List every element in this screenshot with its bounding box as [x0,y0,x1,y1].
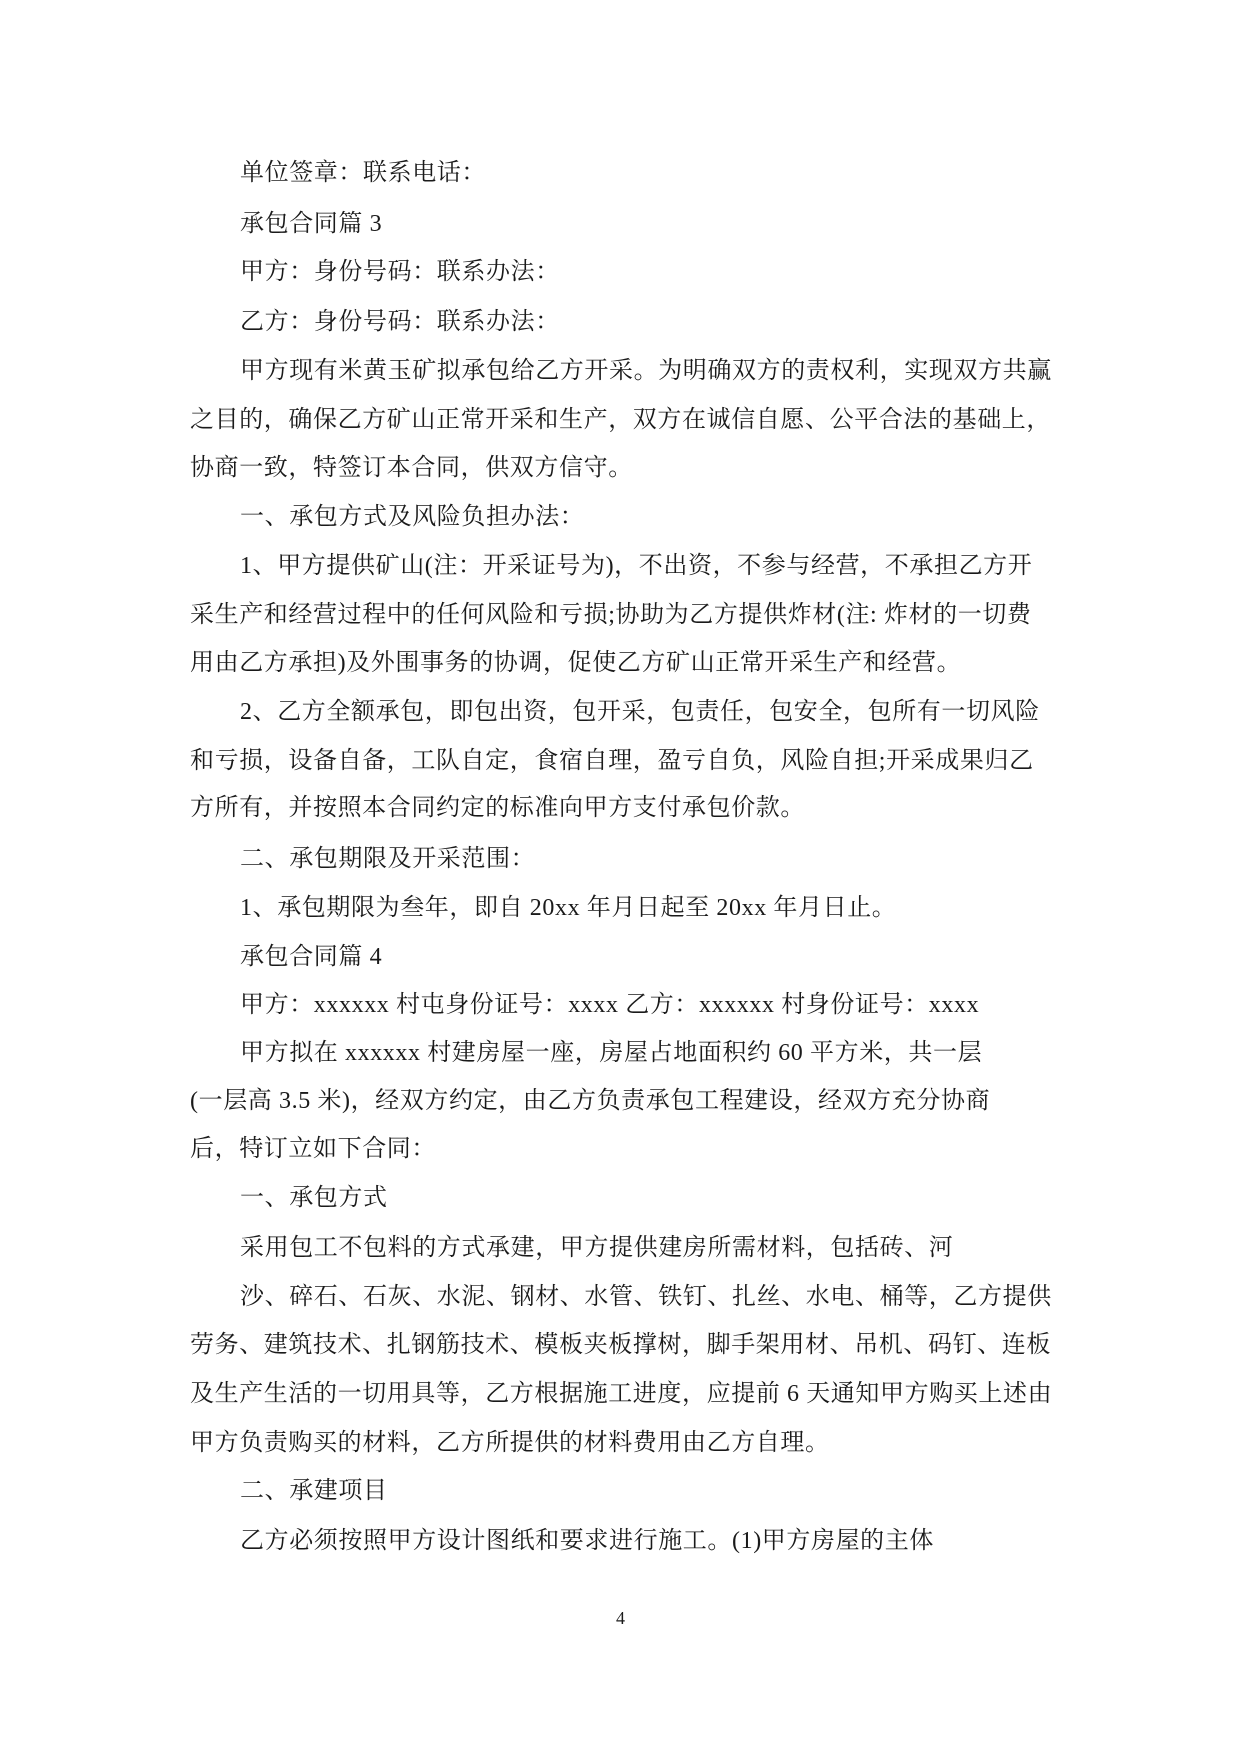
paragraph-line: 后，特订立如下合同： [190,1136,436,1162]
clause-heading: 一、承包方式及风险负担办法： [240,504,585,530]
paragraph-line: 甲方负责购买的材料，乙方所提供的材料费用由乙方自理。 [190,1430,830,1456]
paragraph-line: 沙、碎石、石灰、水泥、钢材、水管、铁钉、扎丝、水电、桶等，乙方提供 [240,1284,1052,1310]
party-a-line: 甲方：身份号码：联系办法： [240,259,560,285]
page-number: 4 [616,1608,625,1628]
clause-heading: 二、承包期限及开采范围： [240,846,536,872]
paragraph-line: 方所有，并按照本合同约定的标准向甲方支付承包价款。 [190,795,805,821]
paragraph-line: 甲方拟在 xxxxxx 村建房屋一座，房屋占地面积约 60 平方米，共一层 [240,1040,983,1066]
paragraph-line: (一层高 3.5 米)，经双方约定，由乙方负责承包工程建设，经双方充分协商 [190,1088,991,1114]
signature-line: 单位签章：联系电话： [240,160,486,186]
paragraph-line: 协商一致，特签订本合同，供双方信守。 [190,455,633,481]
party-b-line: 乙方：身份号码：联系办法： [240,309,560,335]
paragraph-line: 2、乙方全额承包，即包出资，包开采，包责任，包安全，包所有一切风险 [240,699,1040,725]
paragraph-line: 劳务、建筑技术、扎钢筋技术、模板夹板撑树，脚手架用材、吊机、码钉、连板 [190,1332,1051,1358]
paragraph-line: 及生产生活的一切用具等，乙方根据施工进度，应提前 6 天通知甲方购买上述由 [190,1381,1053,1407]
paragraph-line: 和亏损，设备自备，工队自定，食宿自理，盈亏自负，风险自担;开采成果归乙 [190,748,1034,774]
paragraph-line: 乙方必须按照甲方设计图纸和要求进行施工。(1)甲方房屋的主体 [240,1528,934,1554]
clause-heading: 一、承包方式 [240,1185,388,1211]
paragraph-line: 1、承包期限为叁年，即自 20xx 年月日起至 20xx 年月日止。 [240,895,897,921]
paragraph-line: 之目的，确保乙方矿山正常开采和生产，双方在诚信自愿、公平合法的基础上， [190,407,1051,433]
paragraph-line: 1、甲方提供矿山(注：开采证号为)，不出资，不参与经营，不承担乙方开 [240,553,1033,579]
paragraph-line: 甲方现有米黄玉矿拟承包给乙方开采。为明确双方的责权利，实现双方共赢 [240,358,1052,384]
paragraph-line: 采生产和经营过程中的任何风险和亏损;协助为乙方提供炸材(注: 炸材的一切费 [190,602,1032,628]
paragraph-line: 采用包工不包料的方式承建，甲方提供建房所需材料，包括砖、河 [240,1235,954,1261]
section-title: 承包合同篇 3 [240,211,383,237]
paragraph-line: 用由乙方承担)及外围事务的协调，促使乙方矿山正常开采生产和经营。 [190,650,962,676]
section-title: 承包合同篇 4 [240,944,383,970]
clause-heading: 二、承建项目 [240,1478,388,1504]
parties-line: 甲方：xxxxxx 村屯身份证号：xxxx 乙方：xxxxxx 村身份证号：xxxx [240,992,980,1018]
